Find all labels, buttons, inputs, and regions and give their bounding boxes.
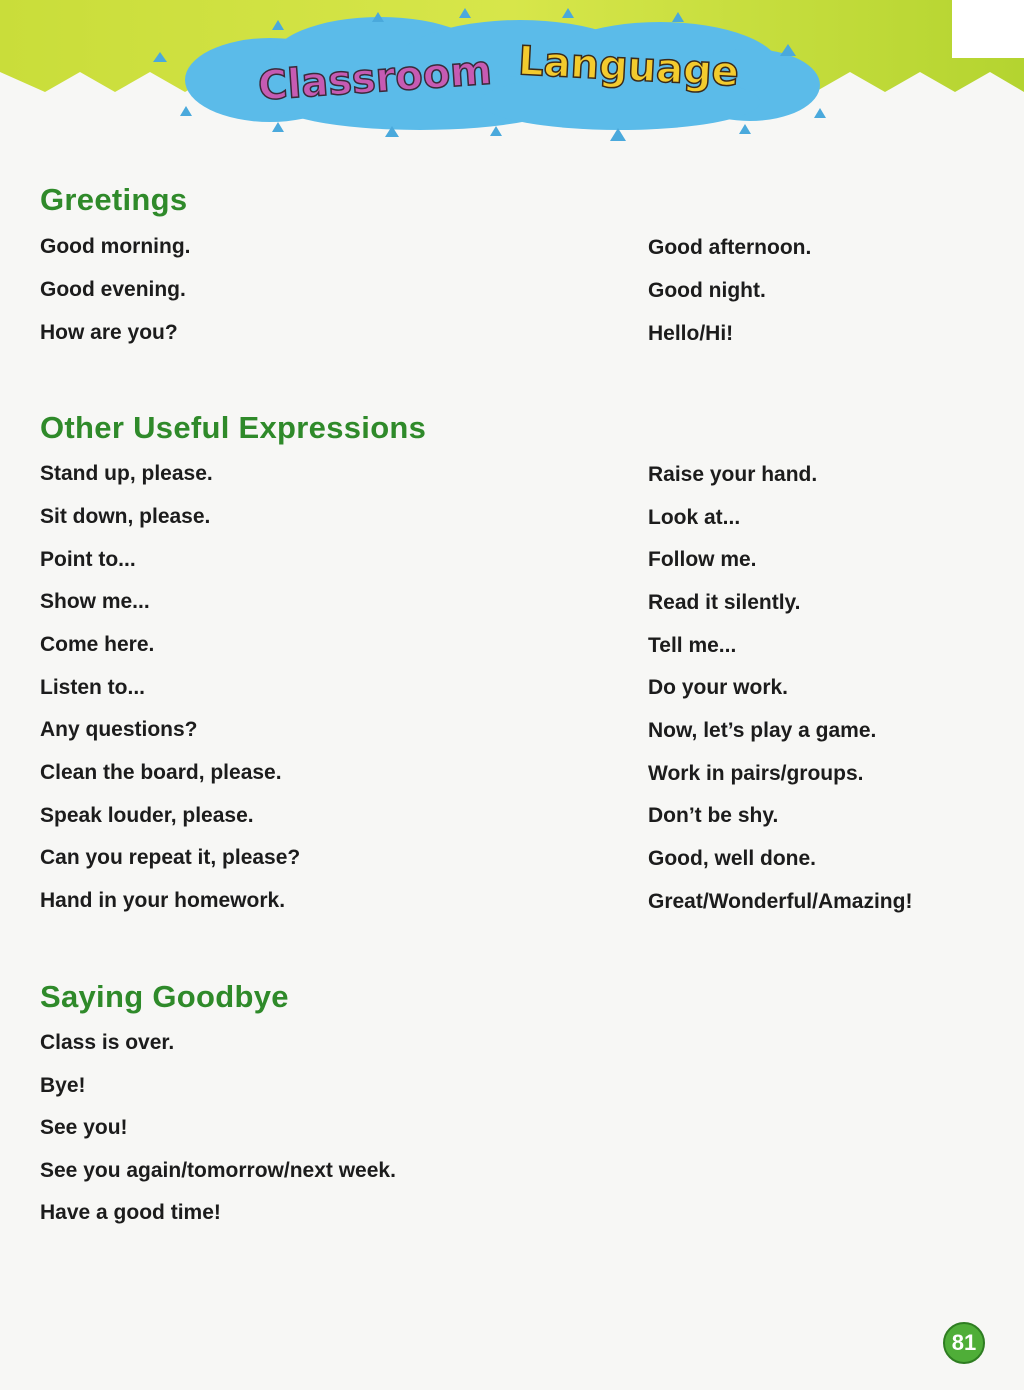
- title-word-language: Language: [517, 38, 741, 96]
- goodbye-line-5: Have a good time!: [40, 1201, 221, 1224]
- useful-right-1: Raise your hand.: [648, 463, 818, 486]
- heading-saying-goodbye: Saying Goodbye: [40, 979, 289, 1014]
- greeting-left-2: Good evening.: [40, 278, 186, 301]
- useful-right-9: Don’t be shy.: [648, 804, 779, 827]
- heading-useful-expressions: Other Useful Expressions: [40, 410, 427, 445]
- corner-blank: [952, 0, 1024, 58]
- greeting-right-3: Hello/Hi!: [648, 322, 734, 345]
- useful-right-7: Now, let’s play a game.: [648, 719, 877, 742]
- useful-right-11: Great/Wonderful/Amazing!: [648, 890, 913, 913]
- useful-right-10: Good, well done.: [648, 847, 816, 870]
- useful-left-10: Can you repeat it, please?: [40, 846, 301, 869]
- useful-left-2: Sit down, please.: [40, 505, 211, 528]
- useful-right-8: Work in pairs/groups.: [648, 762, 864, 785]
- useful-right-3: Follow me.: [648, 548, 757, 571]
- title-word-classroom: Classroom: [256, 47, 494, 110]
- useful-right-2: Look at...: [648, 506, 741, 529]
- useful-left-8: Clean the board, please.: [40, 761, 282, 784]
- banner-graphic: [0, 0, 1024, 160]
- useful-left-6: Listen to...: [40, 676, 145, 699]
- useful-right-6: Do your work.: [648, 676, 789, 699]
- heading-greetings: Greetings: [40, 182, 188, 217]
- goodbye-line-4: See you again/tomorrow/next week.: [40, 1159, 396, 1182]
- useful-left-11: Hand in your homework.: [40, 889, 286, 912]
- greeting-left-1: Good morning.: [40, 235, 191, 258]
- header-banner: [0, 0, 1024, 160]
- greeting-right-1: Good afternoon.: [648, 236, 812, 259]
- useful-right-4: Read it silently.: [648, 591, 801, 614]
- goodbye-line-2: Bye!: [40, 1074, 86, 1097]
- goodbye-line-1: Class is over.: [40, 1031, 175, 1054]
- useful-right-5: Tell me...: [648, 634, 737, 657]
- useful-left-4: Show me...: [40, 590, 150, 613]
- useful-left-5: Come here.: [40, 633, 155, 656]
- useful-left-7: Any questions?: [40, 718, 198, 741]
- useful-left-1: Stand up, please.: [40, 462, 213, 485]
- goodbye-line-3: See you!: [40, 1116, 128, 1139]
- useful-left-9: Speak louder, please.: [40, 804, 254, 827]
- page-number-badge: 81: [943, 1322, 985, 1364]
- greeting-left-3: How are you?: [40, 321, 178, 344]
- useful-left-3: Point to...: [40, 548, 136, 571]
- greeting-right-2: Good night.: [648, 279, 766, 302]
